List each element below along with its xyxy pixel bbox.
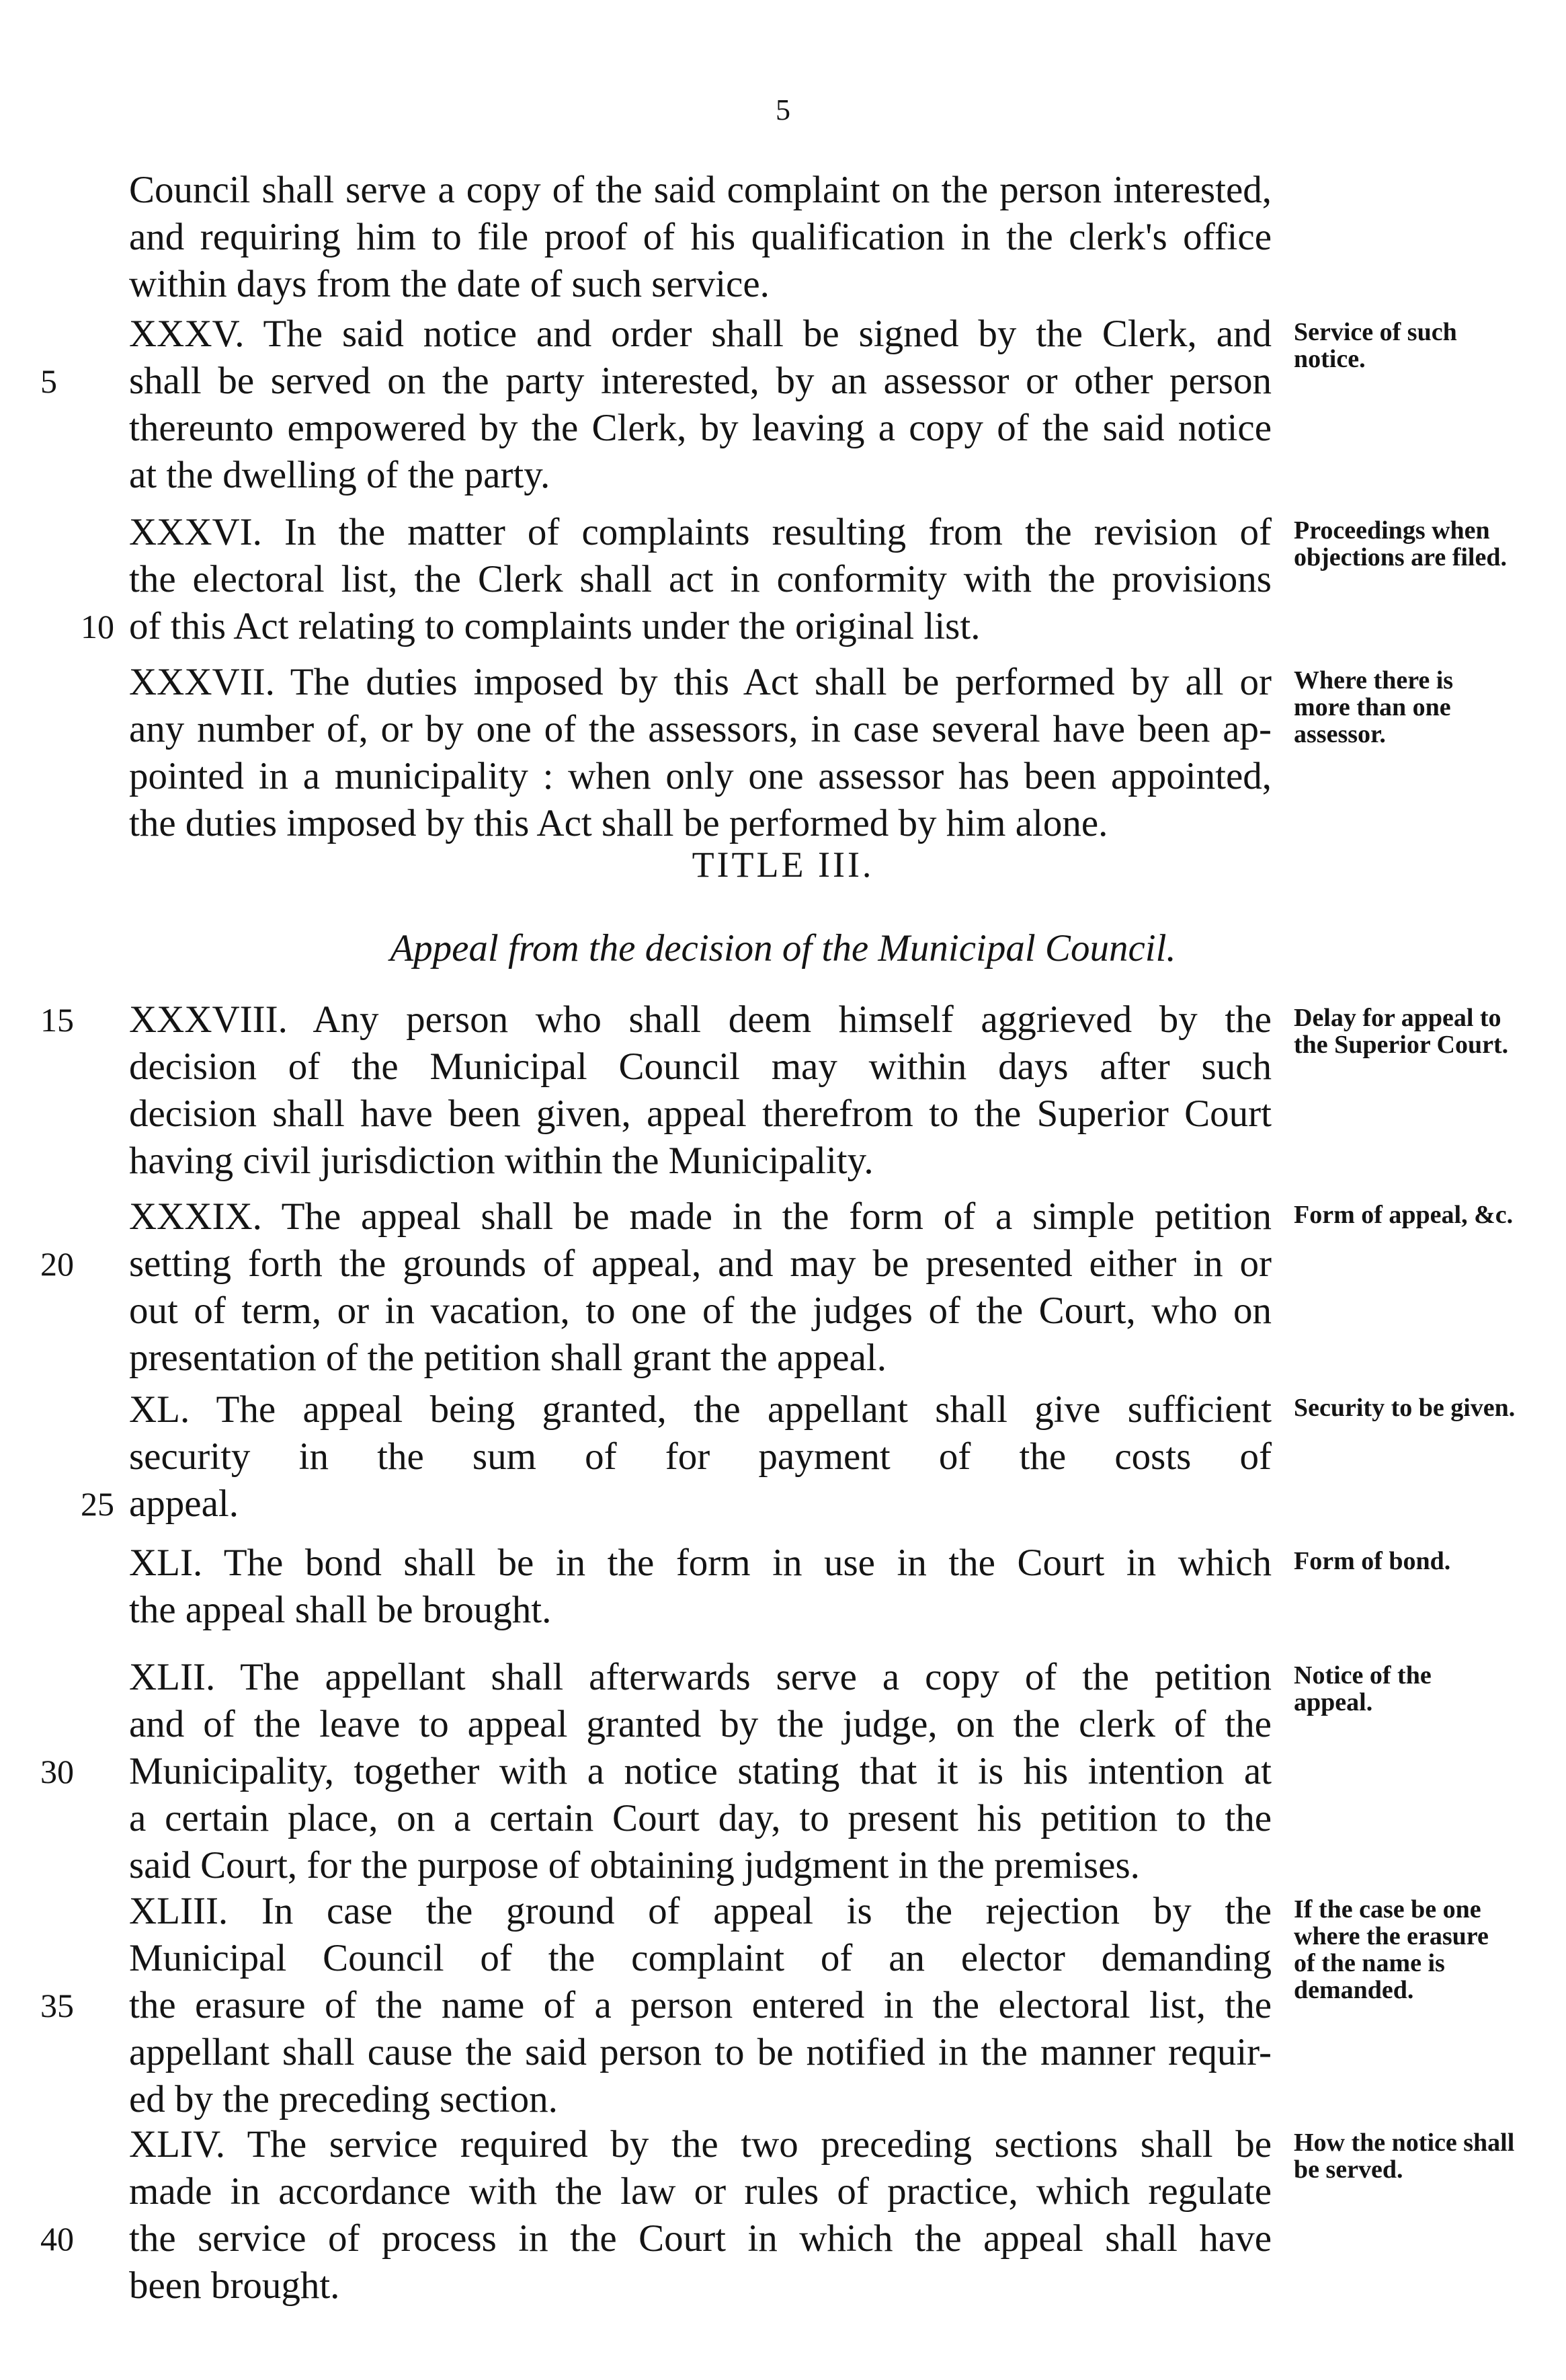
line-number: 30 — [40, 1753, 74, 1790]
paragraph — [129, 1540, 1272, 1634]
text-line: XL. The appeal being granted, the appellant shall give sufficient — [129, 1388, 1272, 1431]
text-line: decision of the Municipal Council may within days after such — [129, 1045, 1272, 1088]
text-line: appeal. 25 — [129, 1480, 1272, 1528]
text-line: out of term, or in vacation, to one of the judges of the Court, who on — [129, 1290, 1272, 1332]
text-line: XXXVIII. Any person who shall deem himself aggrieved by the 15 — [129, 996, 1272, 1043]
text-line: made in accordance with the law or rules of practice, which regulate — [129, 2170, 1272, 2213]
text-line: XXXIX. The appeal shall be made in the form of a simple petition — [129, 1195, 1272, 1238]
text-line: security in the sum of for payment of the costs of — [129, 1435, 1272, 1478]
text-line: Municipality, together with a notice stating that it is his intention at 30 — [129, 1748, 1272, 1795]
text-line: pointed in a municipality : when only one assessor has been appointed, — [129, 755, 1272, 797]
text-line: said Court, for the purpose of obtaining judgment in the premises. — [129, 1844, 1140, 1887]
text-line: decision shall have been given, appeal therefrom to the Superior Court — [129, 1093, 1272, 1135]
paragraph — [40, 2121, 1272, 2309]
paragraph — [40, 1193, 1272, 1382]
margin-note: How the notice shall be served. — [1294, 2129, 1515, 2184]
text-line: XXXVI. In the matter of complaints resulting from the revision of — [129, 511, 1272, 553]
text-line: and of the leave to appeal granted by the judge, on the clerk of the — [129, 1703, 1272, 1745]
line-number: 15 — [40, 1001, 74, 1039]
paragraph — [40, 1654, 1272, 1889]
paragraph — [40, 311, 1272, 499]
text-line: XLI. The bond shall be in the form in use in the Court in which — [129, 1542, 1272, 1584]
text-line: XLIV. The service required by the two preceding sections shall be — [129, 2123, 1272, 2166]
paragraph — [40, 1888, 1272, 2123]
paragraph — [81, 509, 1272, 650]
text-line: within days from the date of such service. — [129, 263, 770, 305]
text-line: shall be served on the party interested, by an assessor or other person 5 — [129, 358, 1272, 405]
text-line: XLIII. In case the ground of appeal is the rejection by the — [129, 1890, 1272, 1932]
text-line: the erasure of the name of a person entered in the electoral list, the 35 — [129, 1982, 1272, 2029]
line-number: 10 — [81, 608, 114, 645]
text-line: XXXVII. The duties imposed by this Act shall be performed by all or — [129, 661, 1272, 703]
line-number: 20 — [40, 1245, 74, 1283]
paragraph — [129, 659, 1272, 847]
margin-note: Security to be given. — [1294, 1394, 1516, 1422]
text-line: the duties imposed by this Act shall be performed by him alone. — [129, 802, 1108, 844]
text-line: the appeal shall be brought. — [129, 1589, 552, 1631]
margin-note: If the case be one where the erasure of the name is demanded. — [1294, 1895, 1489, 2004]
text-line: ed by the preceding section. — [129, 2078, 558, 2120]
margin-note: Delay for appeal to the Superior Court. — [1294, 1004, 1509, 1059]
line-number: 5 — [40, 362, 57, 400]
text-line: appellant shall cause the said person to be notified in the manner requir- — [129, 2031, 1272, 2073]
text-line: at the dwelling of the party. — [129, 454, 550, 496]
line-number: 25 — [81, 1485, 114, 1523]
paragraph — [40, 996, 1272, 1185]
margin-note: Form of bond. — [1294, 1547, 1451, 1575]
text-line: having civil jurisdiction within the Municipality. — [129, 1140, 874, 1182]
line-number: 35 — [40, 1987, 74, 2024]
paragraph — [81, 1386, 1272, 1528]
title-heading: TITLE III. — [692, 844, 874, 885]
line-number: 40 — [40, 2220, 74, 2258]
text-line: setting forth the grounds of appeal, and may be presented either in or 20 — [129, 1240, 1272, 1287]
paragraph — [129, 167, 1272, 308]
margin-note: Form of appeal, &c. — [1294, 1201, 1514, 1229]
text-line: Council shall serve a copy of the said complaint on the person interested, — [129, 169, 1272, 211]
text-line: Municipal Council of the complaint of an elector demanding — [129, 1937, 1272, 1979]
text-line: XXXV. The said notice and order shall be signed by the Clerk, and — [129, 313, 1272, 355]
margin-note: Service of such notice. — [1294, 318, 1457, 373]
text-line: the electoral list, the Clerk shall act in conformity with the provisions — [129, 558, 1272, 600]
margin-note: Where there is more than one assessor. — [1294, 666, 1454, 748]
title-subheading: Appeal from the decision of the Municipal Council. — [390, 927, 1176, 969]
text-line: a certain place, on a certain Court day, to present his petition to the — [129, 1797, 1272, 1839]
text-line: the service of process in the Court in which the appeal shall have 40 — [129, 2215, 1272, 2262]
text-line: and requiring him to file proof of his qualification in the clerk's office — [129, 216, 1272, 258]
page-number: 5 — [776, 93, 790, 126]
text-line: of this Act relating to complaints under the original list. 10 — [129, 603, 1272, 650]
text-line: XLII. The appellant shall afterwards serve a copy of the petition — [129, 1656, 1272, 1698]
text-line: any number of, or by one of the assessors, in case several have been ap- — [129, 708, 1272, 750]
text-line: thereunto empowered by the Clerk, by leaving a copy of the said notice — [129, 407, 1272, 449]
margin-note: Proceedings when objections are filed. — [1294, 516, 1507, 571]
text-line: presentation of the petition shall grant the appeal. — [129, 1337, 887, 1379]
margin-note: Notice of the appeal. — [1294, 1661, 1432, 1716]
text-line: been brought. — [129, 2264, 340, 2307]
